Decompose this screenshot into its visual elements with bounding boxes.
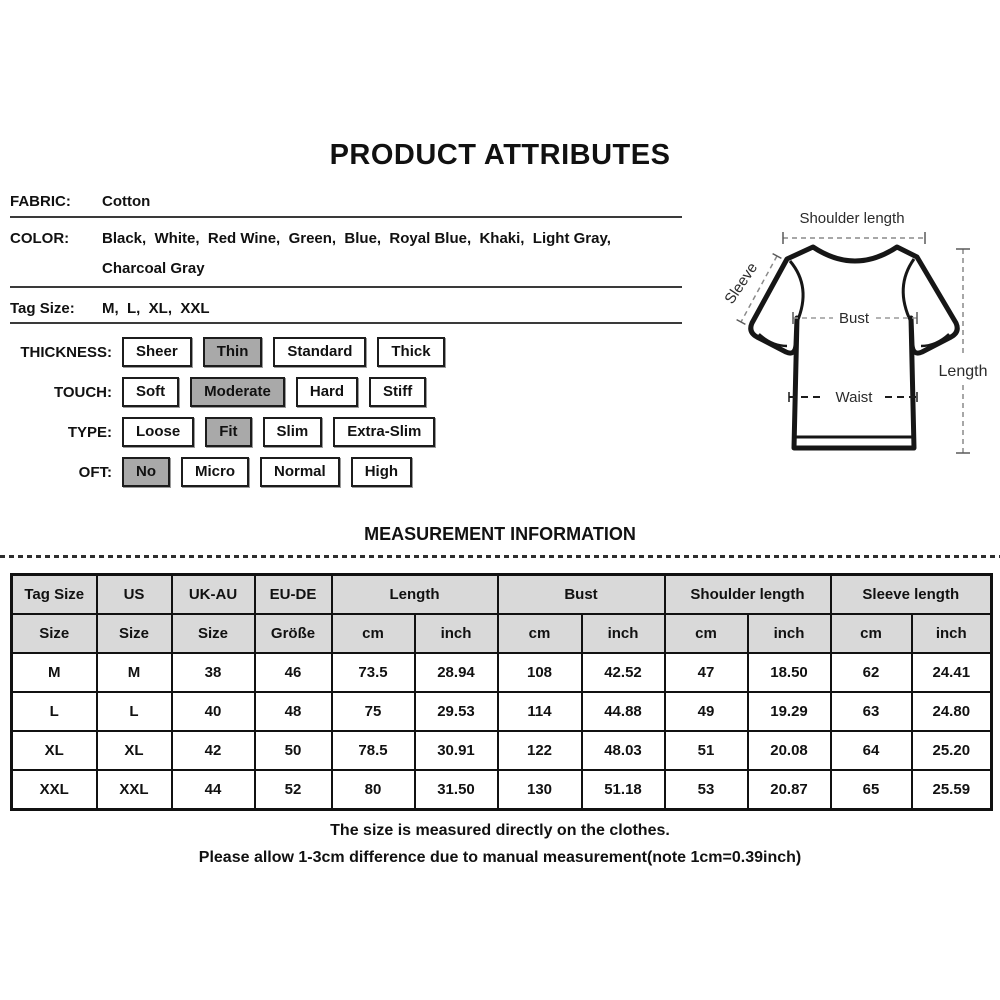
option-row-oft [0,457,500,487]
sub-header: Size [12,614,97,653]
table-cell: 28.94 [415,653,498,692]
chip-micro: Micro [181,457,249,487]
chip-moderate: Moderate [190,377,285,407]
table-cell: 40 [172,692,255,731]
table-cell: 114 [498,692,582,731]
table-row-xl [12,731,992,770]
table-sub-header-row [12,614,992,653]
table-cell: 49 [665,692,748,731]
col-header-eu-de: EU-DE [255,575,332,615]
sub-header: inch [912,614,992,653]
table-cell: 42.52 [582,653,665,692]
table-cell: XL [12,731,97,770]
touch-label: TOUCH: [53,383,112,401]
table-row-l [12,692,992,731]
table-cell: 46 [255,653,332,692]
chip-standard: Standard [273,337,366,367]
sub-header: Size [97,614,172,653]
table-cell: 20.08 [748,731,831,770]
option-row-touch [0,377,500,407]
measurement-notes [0,817,1000,871]
table-cell: 30.91 [415,731,498,770]
table-cell: 42 [172,731,255,770]
length-label: Length [938,363,988,380]
table-cell: M [97,653,172,692]
table-cell: 48.03 [582,731,665,770]
sleeve-label: Sleeve [721,259,762,308]
chip-hard: Hard [296,377,358,407]
option-list [0,337,500,497]
waist-label: Waist [835,389,873,406]
chip-extra-slim: Extra-Slim [333,417,435,447]
color-label: COLOR: [10,230,70,247]
table-cell: 51.18 [582,770,665,810]
chip-sheer: Sheer [122,337,192,367]
table-cell: 62 [831,653,912,692]
table-cell: XXL [12,770,97,810]
table-cell: 51 [665,731,748,770]
table-cell: 73.5 [332,653,415,692]
spec-row-color [10,218,682,288]
fabric-label: FABRIC: [10,193,71,210]
sub-header: inch [748,614,831,653]
sub-header: Size [172,614,255,653]
table-cell: XL [97,731,172,770]
table-cell: 19.29 [748,692,831,731]
oft-label: OFT: [78,463,112,481]
col-header-us: US [97,575,172,615]
table-cell: 24.41 [912,653,992,692]
dashed-divider [0,555,1000,558]
sub-header: cm [831,614,912,653]
col-header-tag-size: Tag Size [12,575,97,615]
table-cell: 31.50 [415,770,498,810]
chip-soft: Soft [122,377,179,407]
note-line-2: Please allow 1-3cm difference due to manual measurement(note 1cm=0.39inch) [198,849,802,866]
table-cell: 48 [255,692,332,731]
table-cell: 75 [332,692,415,731]
type-label: TYPE: [67,423,112,441]
option-row-type [0,417,500,447]
sub-header: inch [415,614,498,653]
measurement-heading: MEASUREMENT INFORMATION [364,524,636,544]
spec-row-tag-size [10,288,682,324]
fabric-value: Cotton [102,193,151,210]
chip-high: High [351,457,412,487]
sub-header: cm [665,614,748,653]
table-cell: 53 [665,770,748,810]
table-cell: 20.87 [748,770,831,810]
spec-list [10,185,682,324]
col-header-bust: Bust [498,575,665,615]
table-cell: 47 [665,653,748,692]
tag-size-value: M, L, XL, XXL [102,300,210,317]
chip-normal: Normal [260,457,340,487]
sub-header: cm [332,614,415,653]
table-cell: M [12,653,97,692]
chip-stiff: Stiff [369,377,426,407]
chip-slim: Slim [263,417,323,447]
shoulder-length-label: Shoulder length [799,210,905,227]
table-cell: 122 [498,731,582,770]
sub-header: Größe [255,614,332,653]
col-header-length: Length [332,575,498,615]
table-cell: 64 [831,731,912,770]
tshirt-measurement-diagram [700,185,1000,475]
table-row-m [12,653,992,692]
sub-header: cm [498,614,582,653]
table-cell: 38 [172,653,255,692]
table-row-xxl [12,770,992,810]
table-cell: 24.80 [912,692,992,731]
table-cell: 44.88 [582,692,665,731]
table-cell: 108 [498,653,582,692]
chip-fit: Fit [205,417,251,447]
table-cell: 29.53 [415,692,498,731]
table-group-header-row [12,575,992,615]
table-cell: 50 [255,731,332,770]
col-header-uk-au: UK-AU [172,575,255,615]
spec-row-fabric [10,185,682,218]
table-cell: 63 [831,692,912,731]
chip-loose: Loose [122,417,194,447]
col-header-shoulder-length: Shoulder length [665,575,831,615]
tshirt-outline [751,247,957,448]
bust-label: Bust [838,310,870,327]
col-header-sleeve-length: Sleeve length [831,575,992,615]
table-cell: 18.50 [748,653,831,692]
table-cell: L [97,692,172,731]
thickness-label: THICKNESS: [20,343,112,361]
table-cell: 130 [498,770,582,810]
table-cell: L [12,692,97,731]
page-title: PRODUCT ATTRIBUTES [329,139,671,171]
option-row-thickness [0,337,500,367]
tag-size-label: Tag Size: [10,300,75,317]
table-cell: 25.59 [912,770,992,810]
chip-thin: Thin [203,337,263,367]
chip-no: No [122,457,170,487]
color-value: Black, White, Red Wine, Green, Blue, Royal Blue, Khaki, Light Gray, Charcoal Gray [102,230,620,277]
table-cell: XXL [97,770,172,810]
table-cell: 52 [255,770,332,810]
sub-header: inch [582,614,665,653]
chip-thick: Thick [377,337,444,367]
table-cell: 44 [172,770,255,810]
table-cell: 78.5 [332,731,415,770]
table-cell: 25.20 [912,731,992,770]
table-cell: 80 [332,770,415,810]
size-table [10,573,993,811]
note-line-1: The size is measured directly on the clothes. [330,822,670,839]
table-cell: 65 [831,770,912,810]
